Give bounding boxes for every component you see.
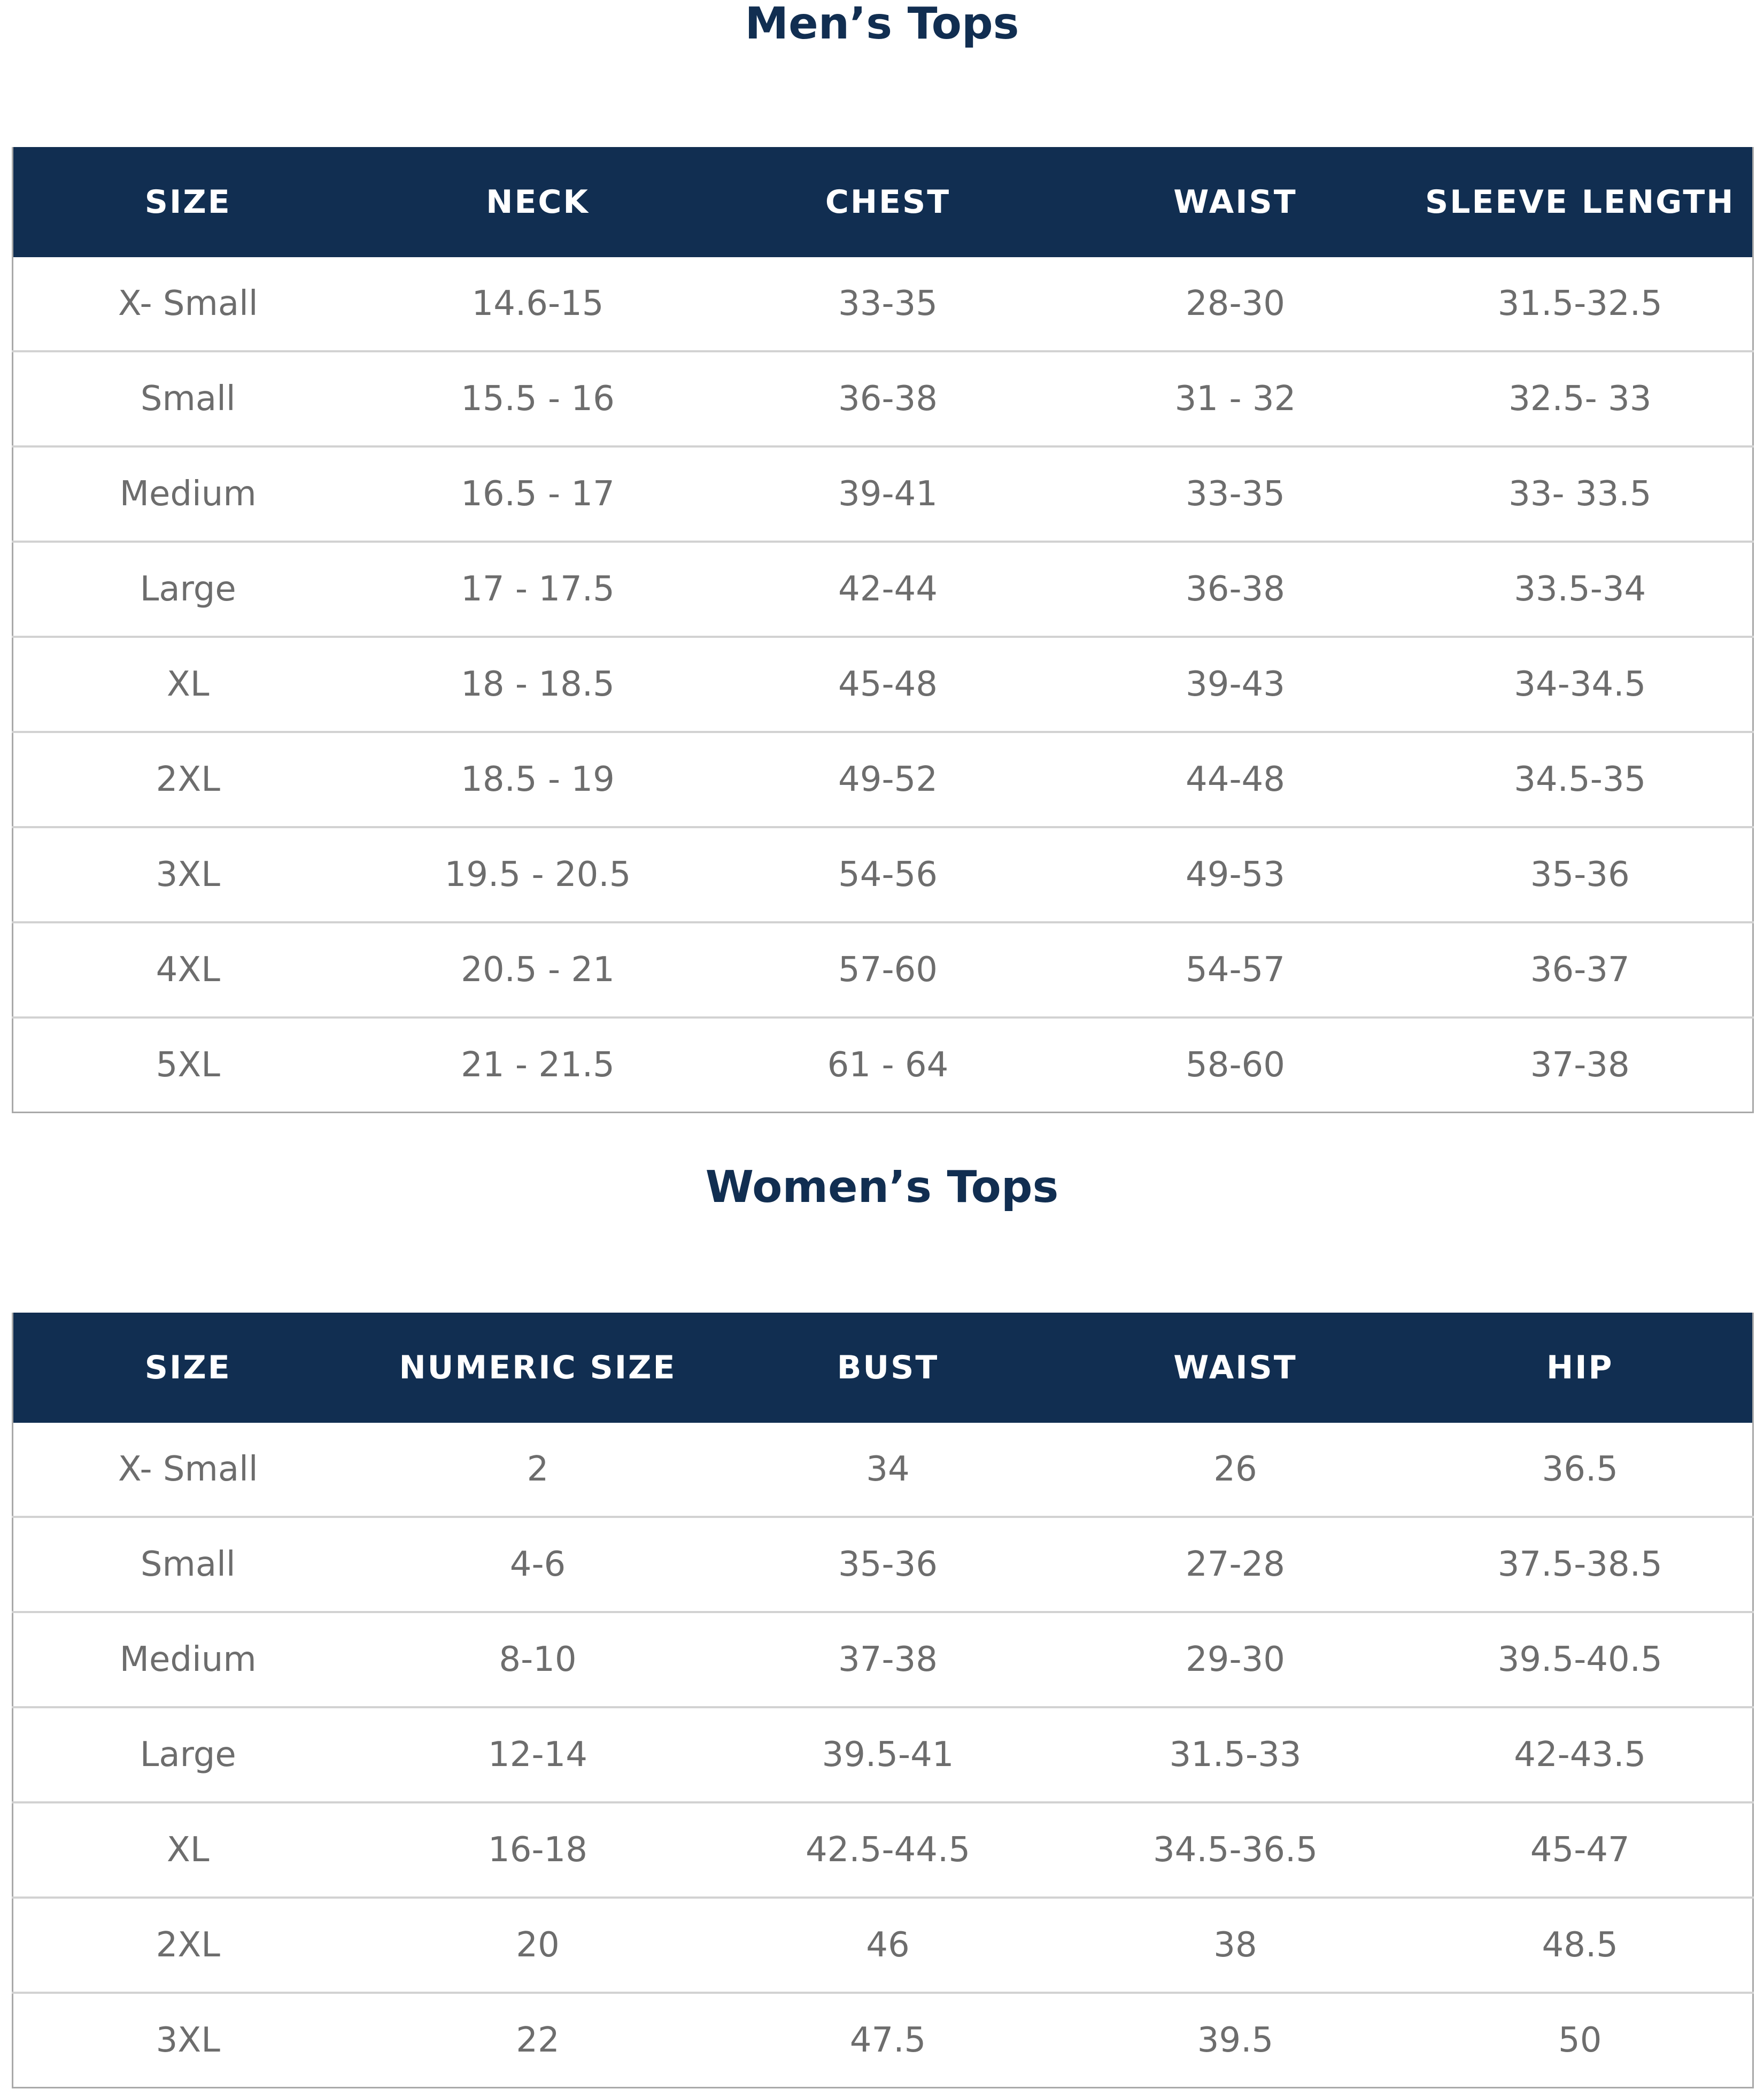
column-header-hip: HIP	[1408, 1313, 1753, 1423]
value-cell: 35-36	[1408, 827, 1753, 922]
table-row	[13, 637, 1753, 732]
table-row	[13, 1993, 1753, 2088]
column-header-waist: WAIST	[1063, 147, 1408, 257]
value-cell: 16.5 - 17	[363, 446, 713, 542]
value-cell: 48.5	[1408, 1898, 1753, 1993]
value-cell: 34.5-36.5	[1063, 1802, 1408, 1898]
column-header-waist: WAIST	[1063, 1313, 1408, 1423]
column-header-numeric-size: NUMERIC SIZE	[363, 1313, 713, 1423]
table-row	[13, 732, 1753, 827]
table-row	[13, 827, 1753, 922]
value-cell: 37-38	[713, 1612, 1063, 1707]
value-cell: 42-43.5	[1408, 1707, 1753, 1802]
value-cell: 44-48	[1063, 732, 1408, 827]
value-cell: 39.5-41	[713, 1707, 1063, 1802]
value-cell: 34-34.5	[1408, 637, 1753, 732]
column-header-size: SIZE	[13, 1313, 363, 1423]
value-cell: 19.5 - 20.5	[363, 827, 713, 922]
value-cell: 22	[516, 2021, 560, 2060]
value-cell: 39-43	[1063, 637, 1408, 732]
size-cell: 4XL	[13, 922, 363, 1017]
value-cell: 31.5-32.5	[1408, 257, 1753, 351]
table-row	[13, 1517, 1753, 1612]
size-cell: Medium	[13, 446, 363, 542]
womens-size-table	[12, 1313, 1754, 2088]
size-cell: 5XL	[156, 1045, 220, 1085]
table-row	[13, 1612, 1753, 1707]
table-row	[13, 1802, 1753, 1898]
value-cell: 54-57	[1063, 922, 1408, 1017]
value-cell: 12-14	[363, 1707, 713, 1802]
size-cell: XL	[13, 1802, 363, 1898]
table-header-row	[13, 147, 1753, 257]
value-cell: 36-37	[1408, 922, 1753, 1017]
value-cell: 34	[713, 1423, 1063, 1517]
value-cell: 37.5-38.5	[1408, 1517, 1753, 1612]
table-row	[13, 446, 1753, 542]
table-row	[13, 1423, 1753, 1517]
size-cell: 2XL	[13, 732, 363, 827]
value-cell: 36.5	[1408, 1423, 1753, 1517]
value-cell: 33.5-34	[1408, 542, 1753, 637]
table-header-row	[13, 1313, 1753, 1423]
size-cell: Large	[13, 1707, 363, 1802]
value-cell: 31 - 32	[1063, 351, 1408, 446]
value-cell: 42.5-44.5	[713, 1802, 1063, 1898]
size-cell: X- Small	[13, 257, 363, 351]
value-cell: 21 - 21.5	[461, 1045, 615, 1085]
value-cell: 54-56	[713, 827, 1063, 922]
value-cell: 45-47	[1408, 1802, 1753, 1898]
column-header-size: SIZE	[13, 147, 363, 257]
value-cell: 46	[713, 1898, 1063, 1993]
size-cell: 2XL	[13, 1898, 363, 1993]
mens-tops-title: Men’s Tops	[745, 0, 1019, 49]
column-header-bust: BUST	[713, 1313, 1063, 1423]
value-cell: 50	[1558, 2021, 1602, 2060]
value-cell: 15.5 - 16	[363, 351, 713, 446]
value-cell: 36-38	[1063, 542, 1408, 637]
value-cell: 47.5	[849, 2021, 926, 2060]
value-cell: 8-10	[363, 1612, 713, 1707]
value-cell: 14.6-15	[363, 257, 713, 351]
value-cell: 34.5-35	[1408, 732, 1753, 827]
mens-size-table	[12, 147, 1754, 1113]
value-cell: 26	[1063, 1423, 1408, 1517]
table-row	[13, 1707, 1753, 1802]
column-header-chest: CHEST	[713, 147, 1063, 257]
value-cell: 35-36	[713, 1517, 1063, 1612]
size-cell: Small	[13, 1517, 363, 1612]
table-row	[13, 351, 1753, 446]
value-cell: 39-41	[713, 446, 1063, 542]
value-cell: 31.5-33	[1063, 1707, 1408, 1802]
value-cell: 32.5- 33	[1408, 351, 1753, 446]
table-row	[13, 922, 1753, 1017]
table-row	[13, 1898, 1753, 1993]
value-cell: 33-35	[1063, 446, 1408, 542]
value-cell: 61 - 64	[827, 1045, 949, 1085]
value-cell: 18.5 - 19	[363, 732, 713, 827]
column-header-sleeve-length: SLEEVE LENGTH	[1408, 147, 1753, 257]
size-cell: Large	[13, 542, 363, 637]
value-cell: 39.5	[1197, 2021, 1274, 2060]
size-cell: 3XL	[13, 827, 363, 922]
value-cell: 45-48	[713, 637, 1063, 732]
value-cell: 4-6	[363, 1517, 713, 1612]
value-cell: 37-38	[1530, 1045, 1630, 1085]
value-cell: 38	[1063, 1898, 1408, 1993]
value-cell: 49-53	[1063, 827, 1408, 922]
value-cell: 49-52	[713, 732, 1063, 827]
table-row	[13, 542, 1753, 637]
value-cell: 29-30	[1063, 1612, 1408, 1707]
table-row	[13, 257, 1753, 351]
value-cell: 58-60	[1186, 1045, 1285, 1085]
column-header-neck: NECK	[363, 147, 713, 257]
size-cell: Small	[13, 351, 363, 446]
value-cell: 27-28	[1063, 1517, 1408, 1612]
size-cell: X- Small	[13, 1423, 363, 1517]
table-row	[13, 1017, 1753, 1113]
size-cell: Medium	[13, 1612, 363, 1707]
value-cell: 2	[363, 1423, 713, 1517]
value-cell: 16-18	[363, 1802, 713, 1898]
value-cell: 20	[363, 1898, 713, 1993]
womens-tops-title: Women’s Tops	[705, 1162, 1059, 1213]
value-cell: 18 - 18.5	[363, 637, 713, 732]
value-cell: 33- 33.5	[1408, 446, 1753, 542]
value-cell: 17 - 17.5	[363, 542, 713, 637]
value-cell: 57-60	[713, 922, 1063, 1017]
value-cell: 20.5 - 21	[363, 922, 713, 1017]
value-cell: 36-38	[713, 351, 1063, 446]
value-cell: 42-44	[713, 542, 1063, 637]
size-cell: XL	[13, 637, 363, 732]
value-cell: 33-35	[713, 257, 1063, 351]
value-cell: 28-30	[1063, 257, 1408, 351]
value-cell: 39.5-40.5	[1408, 1612, 1753, 1707]
size-cell: 3XL	[156, 2021, 220, 2060]
